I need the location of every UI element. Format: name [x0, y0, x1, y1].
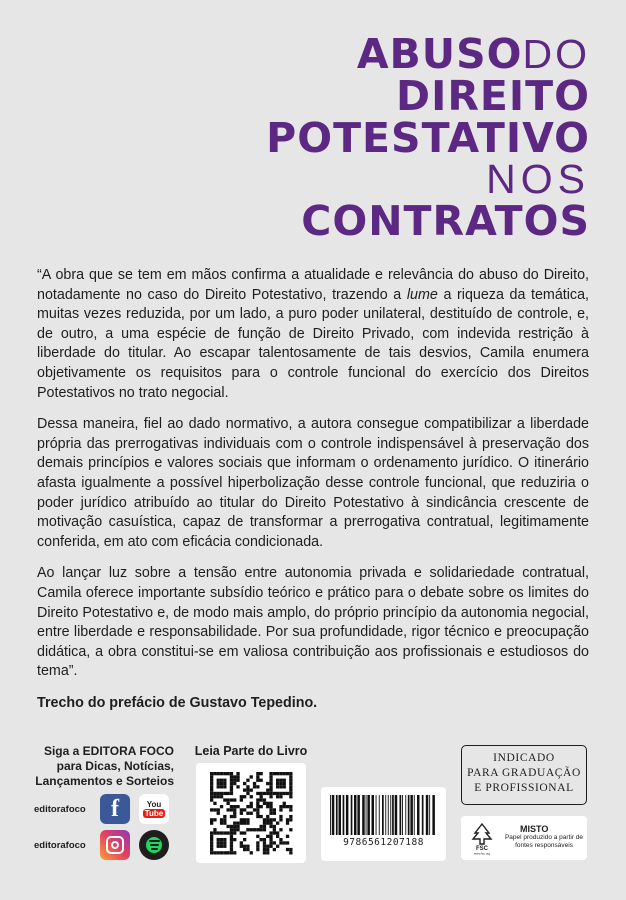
qr-label: Leia Parte do Livro — [194, 744, 308, 758]
social-row-1 — [34, 794, 178, 824]
audience-badge: INDICADO PARA GRADUAÇÃO E PROFISSIONAL — [461, 745, 587, 805]
title-line-2: DIREITO — [396, 71, 590, 120]
paragraph-2: Dessa maneira, fiel ao dado normativo, a autora consegue compatibilizar a liberdade própria das prerrogativas individuais com o controle indispensável à preservação dos demais princípios e valores sociais que informam o ordenamento jurídico. O itinerário afasta igualmente a possível hiperbolização desse controle funcional, que reduziria o poder jurídico atribuído ao titular do Direito Potestativo à sindicância crescente de motivação casuística, capaz de transformar a prerrogativa contratual, legitimamente conferida, em ato com eficácia condicionada. — [37, 416, 589, 550]
fsc-url: www.fsc.org — [473, 851, 491, 855]
italic-word: lume — [406, 286, 438, 303]
attribution: Trecho do prefácio de Gustavo Tepedino. — [37, 694, 318, 711]
social-handle: editorafoco — [34, 803, 86, 815]
fsc-logo-text: FSC — [476, 846, 488, 852]
isbn-number: 9786561207188 — [343, 837, 424, 848]
paragraph-3: Ao lançar luz sobre a tensão entre autonomia privada e solidariedade contratual, Camila oferece importante subsídio teórico e prático para o debate sobre os limites do Direito Potestativo e, de modo mais amplo, do próprio princípio da autonomia negocial, entre liberdade e responsabilidade. Por sua profundidade, rigor técnico e preocupação didática, a obra constitui-se em valiosa contribuição aos profissionais e estudiosos do tema”. — [37, 565, 589, 680]
follow-text: Siga a EDITORA FOCO para Dicas, Notícias, Lançamentos e Sorteios — [35, 744, 174, 788]
title-line-3: POTESTATIVO — [266, 113, 590, 162]
qr-code[interactable] — [196, 763, 306, 863]
paragraph-1: “A obra que se tem em mãos confirma a atualidade e relevância do abuso do Direito, notadamente no caso do Direito Potestativo, trazendo a lume a riqueza da temática, muitas vezes reduzida, por um lado, a puro poder unilateral, destituído de controle, e, de outro, a uma espécie de função de Direito Privado, com indevida restrição à liberdade do titular. Ao escapar talentosamente de tais desvios, Camila enumera objetivamente os requisitos para o controle funcional do exercício dos Direitos Potestativos no trato negocial. — [37, 267, 589, 401]
facebook-icon[interactable]: f — [100, 794, 130, 824]
fsc-label — [461, 816, 587, 860]
fsc-tree-icon — [467, 821, 497, 855]
instagram-icon[interactable] — [100, 830, 130, 860]
social-handle: editorafoco — [34, 839, 86, 851]
back-cover-text — [37, 266, 589, 713]
fsc-misto-label: MISTO — [520, 824, 549, 834]
social-row-2 — [34, 830, 178, 860]
title-line-1 — [266, 30, 590, 78]
isbn-barcode — [321, 787, 446, 861]
book-title — [266, 30, 590, 246]
spotify-icon[interactable] — [139, 830, 169, 860]
title-line-4: NOS — [486, 156, 590, 203]
fsc-description: Papel produzido a partir de fontes responsáveis — [504, 834, 584, 849]
title-word-abuso: ABUSO — [356, 30, 523, 78]
youtube-icon[interactable]: You Tube — [139, 794, 169, 824]
title-word-do: DO — [522, 31, 590, 77]
title-line-5: CONTRATOS — [301, 197, 590, 246]
